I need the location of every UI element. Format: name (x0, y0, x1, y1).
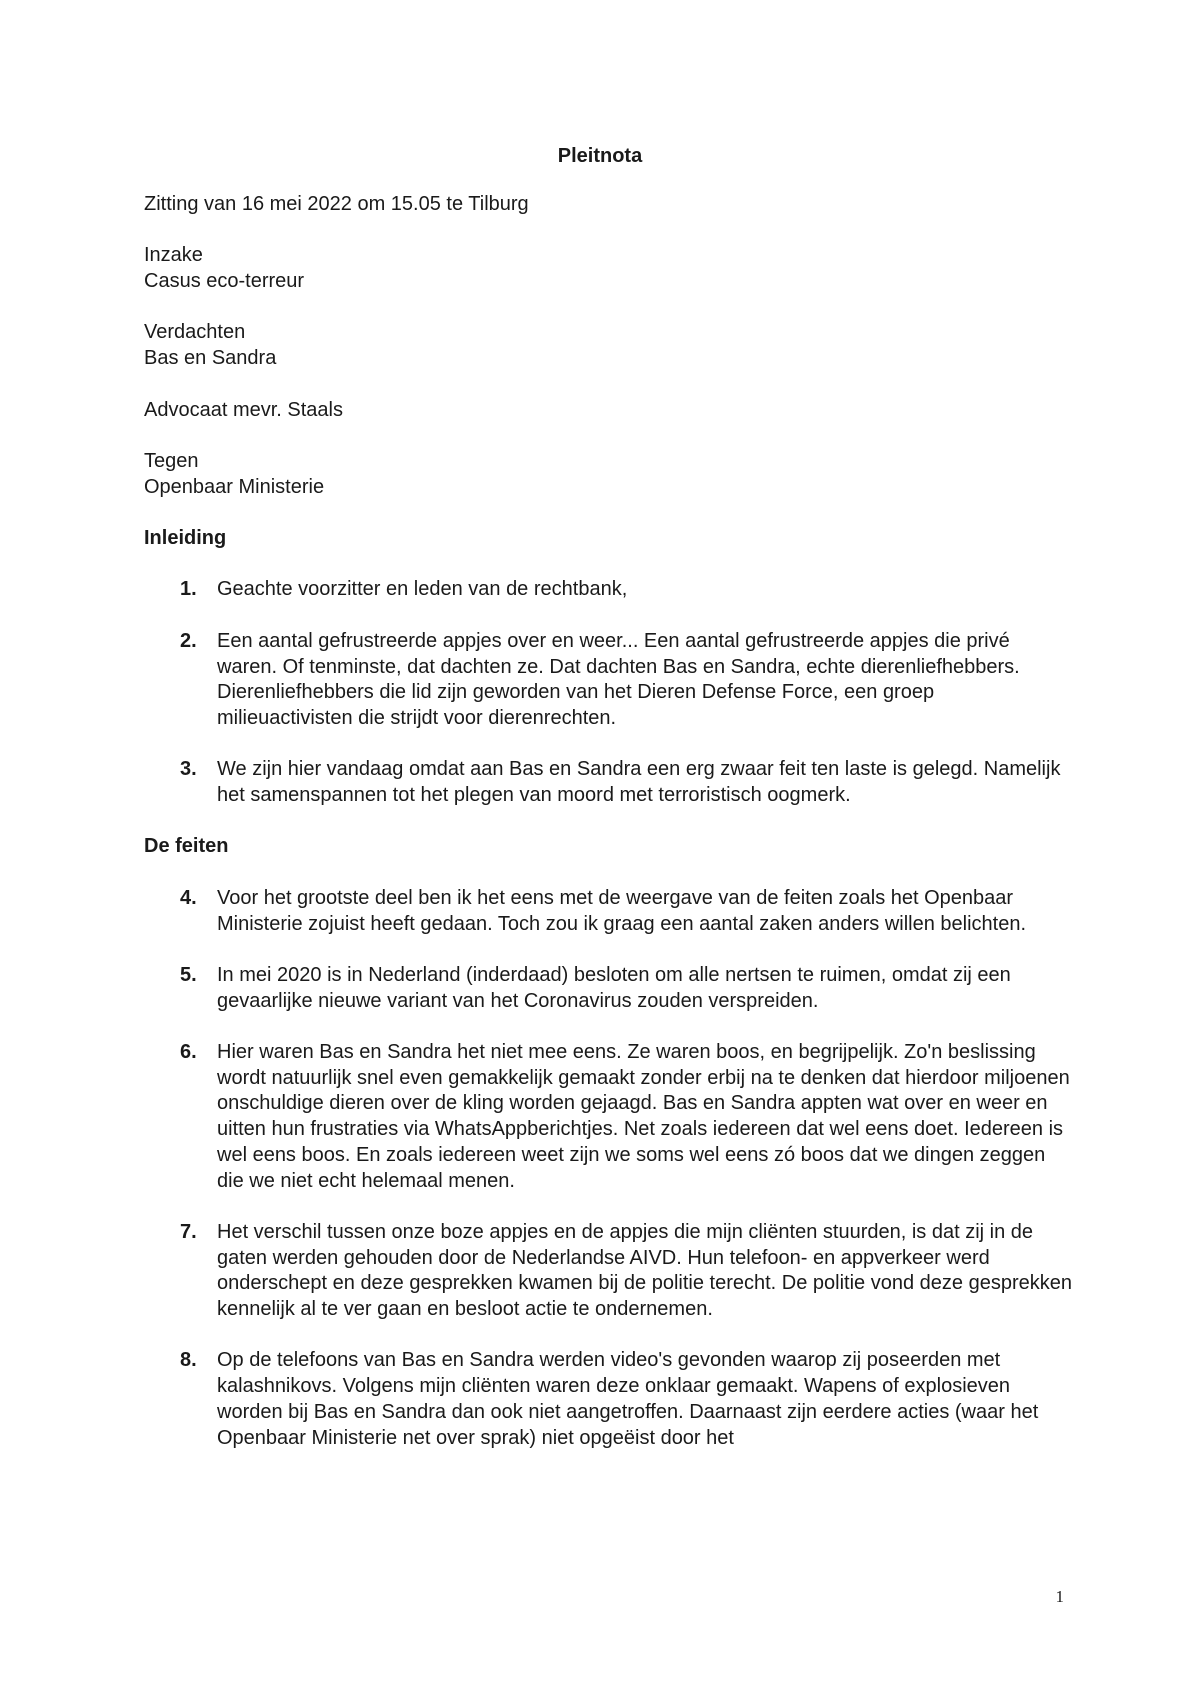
matter-label: Inzake (144, 244, 203, 267)
document-body (144, 192, 1074, 1477)
item-number: 2. (180, 629, 197, 652)
matter-block (144, 243, 1074, 294)
list-item (144, 577, 1074, 603)
list-item (144, 963, 1074, 1014)
item-text: Geachte voorzitter en leden van de rechtbank, (217, 578, 628, 601)
list-item (144, 1040, 1074, 1194)
against-block (144, 449, 1074, 500)
item-number: 7. (180, 1220, 197, 1243)
hearing-block (144, 192, 1074, 218)
list-item (144, 886, 1074, 937)
item-number: 3. (180, 758, 197, 781)
list-item (144, 757, 1074, 808)
item-text: Op de telefoons van Bas en Sandra werden video's gevonden waarop zij poseerden met kalashnikovs. Volgens mijn cliënten waren deze onklaar gemaakt. Wapens of explosieven worden bij Bas en Sandra dan ook niet aangetroffen. Daarnaast zijn eerdere acties (waar het Openbaar Ministerie net over sprak) niet opgeëist door het (217, 1349, 1039, 1449)
item-text: Hier waren Bas en Sandra het niet mee eens. Ze waren boos, en begrijpelijk. Zo'n beslissing wordt natuurlijk snel even gemakkelijk gemaakt zonder erbij na te denken dat hierdoor miljoenen onschuldige dieren over de kling worden gejaagd. Bas en Sandra appten wat over en weer en uitten hun frustraties via WhatsAppberichtjes. Net zoals iedereen dat wel eens doet. Iedereen is wel eens boos. En zoals iedereen weet zijn we soms wel eens zó boos dat we dingen zeggen die we niet echt helemaal menen. (217, 1041, 1070, 1192)
page-number: 1 (1055, 1587, 1064, 1606)
item-number: 5. (180, 963, 197, 986)
item-text: Een aantal gefrustreerde appjes over en weer... Een aantal gefrustreerde appjes die privé waren. Of tenminste, dat dachten ze. Dat dachten Bas en Sandra, echte dierenliefhebbers. Dierenliefhebbers die lid zijn geworden van het Dieren Defense Force, een groep milieuactivisten die strijdt voor dierenrechten. (217, 629, 1020, 729)
section-heading-intro: Inleiding (144, 527, 227, 550)
matter-value: Casus eco-terreur (144, 270, 305, 293)
document-title: Pleitnota (557, 145, 643, 167)
lawyer-line: Advocaat mevr. Staals (144, 398, 343, 421)
item-text: Het verschil tussen onze boze appjes en de appjes die mijn cliënten stuurden, is dat zij in de gaten werden gehouden door de Nederlandse AIVD. Hun telefoon- en appverkeer werd onderschept en deze gesprekken kwamen bij de politie terecht. De politie vond deze gesprekken kennelijk al te ver gaan en besloot actie te ondernemen. (217, 1220, 1072, 1321)
suspects-block (144, 320, 1074, 371)
facts-list (144, 886, 1074, 1451)
item-text: Voor het grootste deel ben ik het eens met de weergave van de feiten zoals het Openbaar Ministerie zojuist heeft gedaan. Toch zou ik graag een aantal zaken anders willen belichten. (217, 886, 1027, 935)
list-item (144, 1348, 1074, 1451)
suspects-label: Verdachten (144, 321, 246, 344)
intro-list (144, 577, 1074, 808)
item-number: 4. (180, 886, 197, 909)
item-text: We zijn hier vandaag omdat aan Bas en Sandra een erg zwaar feit ten laste is gelegd. Namelijk het samenspannen tot het plegen van moord met terroristisch oogmerk. (217, 758, 1061, 807)
hearing-line: Zitting van 16 mei 2022 om 15.05 te Tilburg (144, 193, 529, 215)
list-item (144, 629, 1074, 732)
item-number: 6. (180, 1041, 197, 1064)
item-text: In mei 2020 is in Nederland (inderdaad) besloten om alle nertsen te ruimen, omdat zij een gevaarlijke nieuwe variant van het Coronavirus zouden verspreiden. (217, 963, 1011, 1012)
item-number: 8. (180, 1349, 197, 1372)
section-heading-facts: De feiten (144, 835, 229, 858)
item-number: 1. (180, 578, 197, 601)
against-value: Openbaar Ministerie (144, 475, 325, 498)
suspects-value: Bas en Sandra (144, 347, 277, 370)
lawyer-block (144, 398, 1074, 424)
list-item (144, 1220, 1074, 1323)
against-label: Tegen (144, 449, 199, 472)
